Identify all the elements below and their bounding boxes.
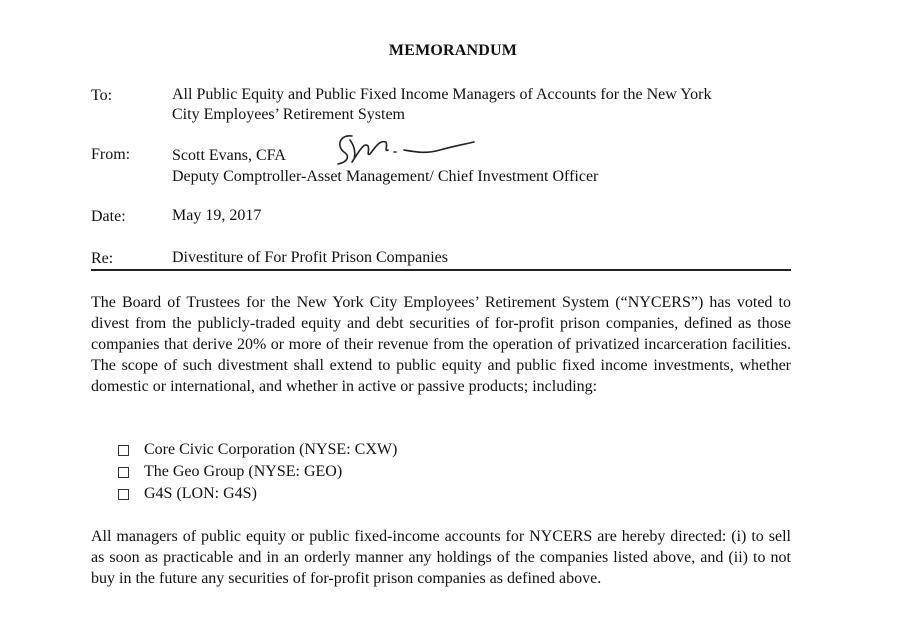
from-title: Deputy Comptroller-Asset Management/ Chief Investment Officer [172, 168, 599, 185]
company-list [118, 439, 397, 505]
list-item [118, 483, 397, 505]
checkbox-icon [118, 467, 129, 478]
company-name: The Geo Group (NYSE: GEO) [144, 463, 343, 480]
list-item [118, 461, 397, 483]
handwritten-signature [330, 128, 480, 170]
date-value: May 19, 2017 [172, 207, 262, 224]
company-name: G4S (LON: G4S) [144, 485, 257, 502]
list-item [118, 439, 397, 461]
to-label: To: [91, 87, 113, 104]
re-subject: Divestiture of For Profit Prison Companies [172, 249, 448, 266]
to-recipients-line2: City Employees’ Retirement System [172, 106, 405, 123]
body-paragraph-1: The Board of Trustees for the New York City Employees’ Retirement System (“NYCERS”) has voted to divest from the publicly-traded equity and debt securities of for-profit prison companies, defined as those companies that derive 20% or more of their revenue from the operation of privatized incarceration facilities. The scope of such divestment shall extend to public equity and public fixed income investments, whether domestic or international, and whether in active or passive products; including: [91, 294, 791, 395]
from-name: Scott Evans, CFA [172, 147, 286, 164]
checkbox-icon [118, 489, 129, 500]
body-paragraph-2: All managers of public equity or public fixed-income accounts for NYCERS are hereby directed: (i) to sell as soon as practicable and in an orderly manner any holdings of the companies listed above, and (ii) to not buy in the future any securities of for-profit prison companies as defined above. [91, 528, 791, 587]
to-recipients-line1: All Public Equity and Public Fixed Income Managers of Accounts for the New York [172, 86, 712, 103]
date-label: Date: [91, 208, 126, 225]
from-label: From: [91, 146, 131, 163]
re-label: Re: [91, 250, 114, 267]
header-divider [91, 269, 791, 271]
memo-title: MEMORANDUM [388, 42, 518, 59]
to-recipients [172, 85, 711, 125]
company-name: Core Civic Corporation (NYSE: CXW) [144, 441, 398, 458]
checkbox-icon [118, 445, 129, 456]
